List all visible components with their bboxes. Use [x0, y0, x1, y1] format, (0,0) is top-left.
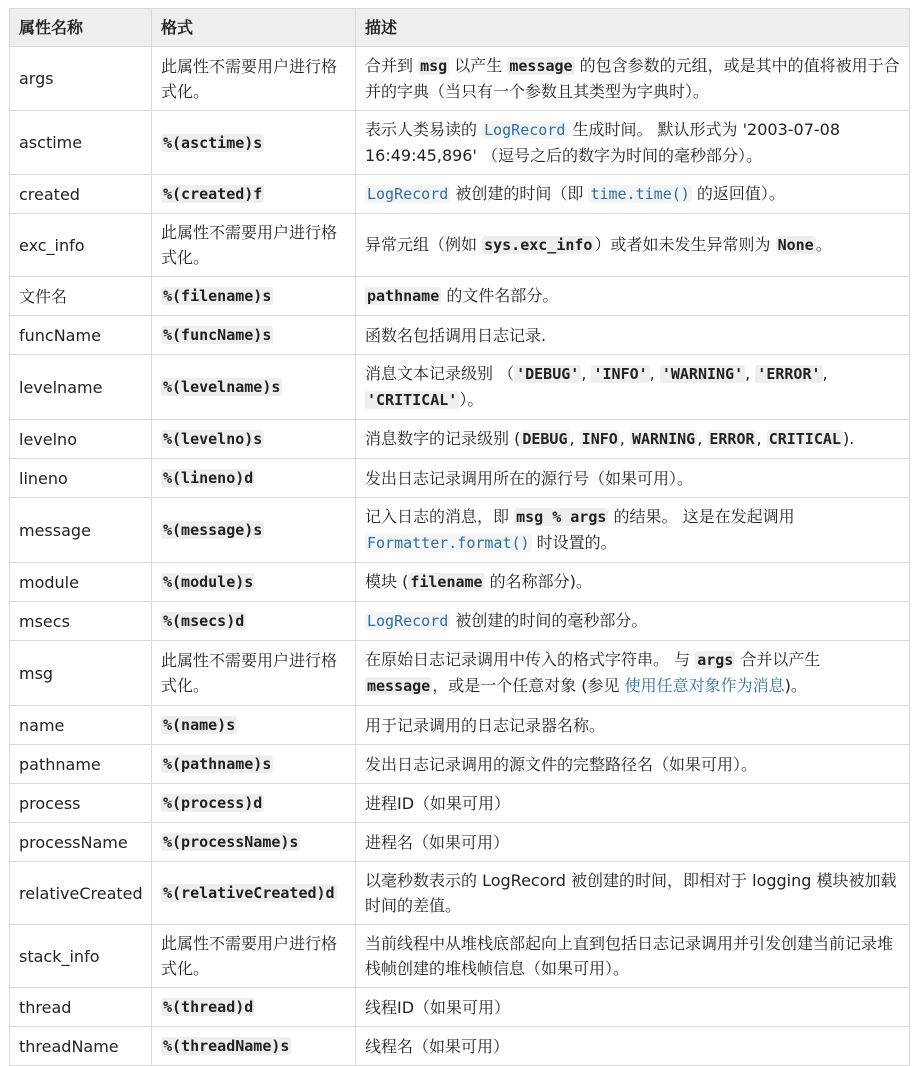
description-cell — [356, 862, 910, 925]
attribute-name-cell: created — [10, 175, 152, 214]
description-text: , — [581, 364, 592, 383]
description-cell — [356, 316, 910, 355]
description-cell — [356, 988, 910, 1027]
description-text: 进程ID（如果可用） — [365, 793, 511, 813]
inline-code: msg % args — [516, 508, 607, 526]
inline-code: WARNING — [631, 430, 696, 448]
format-cell — [152, 1027, 356, 1066]
attribute-name-cell: name — [10, 706, 152, 745]
description-cell — [356, 175, 910, 214]
code-reference-text: LogRecord — [367, 185, 449, 203]
inline-code: 'ERROR' — [757, 365, 821, 383]
attribute-name-cell: module — [10, 563, 152, 602]
table-row — [10, 563, 910, 602]
table-row — [10, 214, 910, 277]
description-text: 异常元组（例如 — [365, 235, 483, 254]
description-cell — [356, 277, 910, 316]
format-code: %(levelname)s — [163, 378, 281, 396]
description-text: 发出日志记录调用的源文件的完整路径名（如果可用）。 — [365, 754, 758, 774]
description-cell — [356, 111, 910, 175]
inline-code: message — [509, 57, 573, 75]
description-cell — [356, 602, 910, 641]
format-code: %(process)d — [163, 794, 263, 812]
inline-code: 'WARNING' — [661, 365, 744, 383]
table-row — [10, 420, 910, 459]
inline-code: CRITICAL — [768, 430, 841, 448]
description-text: 函数名包括调用日志记录. — [365, 325, 547, 345]
format-code: %(funcName)s — [163, 326, 272, 344]
description-text: , — [649, 364, 660, 383]
table-row — [10, 1027, 910, 1066]
description-text: 的文件名部分。 — [441, 286, 559, 305]
table-row — [10, 355, 910, 420]
description-cell — [356, 214, 910, 277]
table-row — [10, 823, 910, 862]
description-text: 线程名（如果可用） — [365, 1036, 510, 1056]
table-row — [10, 316, 910, 355]
table-row — [10, 784, 910, 823]
format-code: %(levelno)s — [163, 430, 263, 448]
description-cell — [356, 1027, 910, 1066]
format-code: %(filename)s — [163, 287, 272, 305]
description-cell — [356, 706, 910, 745]
description-text: 以产生 — [449, 56, 508, 75]
inline-code: DEBUG — [522, 430, 568, 448]
table-row — [10, 706, 910, 745]
inline-code: INFO — [581, 430, 618, 448]
format-code: %(name)s — [163, 716, 236, 734]
description-cell — [356, 47, 910, 111]
description-text: 表示人类易读的 — [365, 120, 483, 139]
attribute-name-cell: args — [10, 47, 152, 111]
code-reference-text: Formatter.format() — [367, 534, 530, 552]
code-reference-link[interactable] — [365, 533, 532, 552]
format-code: %(asctime)s — [163, 133, 263, 152]
format-cell — [152, 862, 356, 925]
format-cell: 此属性不需要用户进行格式化。 — [152, 641, 356, 706]
inline-code: args — [697, 651, 734, 669]
inline-code: 'DEBUG' — [516, 365, 580, 383]
format-code: %(module)s — [163, 573, 254, 591]
attribute-name-cell: threadName — [10, 1027, 152, 1066]
header-description: 描述 — [356, 9, 910, 47]
description-text: 消息文本记录级别 （ — [365, 364, 515, 383]
description-text: 当前线程中从堆栈底部起向上直到包括日志记录调用并引发创建当前记录堆栈帧创建的堆栈帧信息（如果可用）。 — [365, 934, 894, 978]
description-text: 生成时间。 默认形式为 '2003-07-08 16:49:45,896' （逗号之后的数字为时间的毫秒部分）。 — [365, 120, 841, 165]
code-reference-link[interactable] — [365, 611, 450, 630]
attribute-name-cell: exc_info — [10, 214, 152, 277]
description-text: 发出日志记录调用所在的源行号（如果可用）。 — [365, 468, 694, 488]
inline-code: message — [367, 677, 431, 695]
description-text: 。 — [815, 235, 832, 254]
inline-code: msg — [420, 57, 448, 75]
attribute-name-cell: relativeCreated — [10, 862, 152, 925]
inline-code: 'CRITICAL' — [367, 391, 458, 409]
format-code: %(lineno)d — [163, 469, 254, 487]
description-text: 合并到 — [365, 56, 419, 75]
format-code: %(pathname)s — [163, 755, 272, 773]
description-text: 合并以产生 — [735, 650, 821, 669]
inline-code: filename — [410, 573, 483, 591]
description-text: 进程名（如果可用） — [365, 832, 510, 852]
table-row — [10, 925, 910, 988]
attribute-name-cell: message — [10, 498, 152, 563]
format-code: %(thread)d — [163, 998, 254, 1016]
format-cell — [152, 355, 356, 420]
description-text: )。 — [784, 676, 807, 695]
format-code: %(relativeCreated)d — [163, 884, 335, 902]
format-cell: 此属性不需要用户进行格式化。 — [152, 214, 356, 277]
format-cell — [152, 420, 356, 459]
table-row — [10, 47, 910, 111]
table-row — [10, 498, 910, 563]
table-row — [10, 641, 910, 706]
header-attribute-name: 属性名称 — [10, 9, 152, 47]
description-text: 在原始日志记录调用中传入的格式字符串。 与 — [365, 650, 696, 669]
attribute-name-cell: lineno — [10, 459, 152, 498]
format-code: %(message)s — [163, 521, 263, 539]
format-code: %(msecs)d — [163, 612, 245, 630]
description-text: 消息数字的记录级别 ( — [365, 429, 521, 448]
attribute-name-cell: thread — [10, 988, 152, 1027]
description-text: 模块 ( — [365, 572, 409, 591]
table-row — [10, 111, 910, 175]
format-cell — [152, 745, 356, 784]
code-reference-text: LogRecord — [484, 121, 566, 139]
table-row — [10, 277, 910, 316]
format-cell — [152, 459, 356, 498]
attribute-name-cell: funcName — [10, 316, 152, 355]
description-cell — [356, 784, 910, 823]
format-cell — [152, 823, 356, 862]
format-code: %(created)f — [163, 185, 263, 203]
table-row — [10, 459, 910, 498]
description-text: 的包含参数的元组，或是其中的值将被用于合并的字典（当只有一个参数且其类型为字典时）。 — [365, 56, 900, 101]
description-text: , — [822, 364, 828, 383]
description-cell — [356, 563, 910, 602]
description-text: 的名称部分)。 — [484, 572, 592, 591]
description-text: ，或是一个任意对象 (参见 — [432, 676, 625, 695]
format-code: %(processName)s — [163, 833, 299, 851]
format-cell — [152, 563, 356, 602]
format-cell — [152, 602, 356, 641]
description-text: 被创建的时间（即 — [450, 184, 589, 203]
description-cell — [356, 498, 910, 563]
table-row — [10, 988, 910, 1027]
description-text: , — [569, 429, 580, 448]
inline-code: pathname — [367, 287, 440, 305]
inline-code: sys.exc_info — [484, 236, 593, 254]
attribute-name-cell: msecs — [10, 602, 152, 641]
description-text: , — [745, 364, 756, 383]
logrecord-attributes-table — [9, 8, 910, 1066]
code-reference-link[interactable] — [482, 120, 567, 139]
description-text: 用于记录调用的日志记录器名称。 — [365, 715, 606, 735]
inline-code: None — [777, 236, 814, 254]
format-cell — [152, 498, 356, 563]
description-text: 的结果。 这是在发起调用 — [608, 507, 795, 526]
description-cell — [356, 823, 910, 862]
description-cell — [356, 925, 910, 988]
inline-code: 'INFO' — [593, 365, 648, 383]
format-cell — [152, 706, 356, 745]
description-text: 被创建的时间的毫秒部分。 — [450, 611, 648, 630]
table-row — [10, 175, 910, 214]
format-cell — [152, 316, 356, 355]
table-row — [10, 745, 910, 784]
format-code: %(threadName)s — [163, 1037, 290, 1055]
attribute-name-cell: levelno — [10, 420, 152, 459]
attribute-name-cell: process — [10, 784, 152, 823]
attribute-name-cell: processName — [10, 823, 152, 862]
table-header-row — [10, 9, 910, 47]
format-cell — [152, 175, 356, 214]
description-text: 记入日志的消息，即 — [365, 507, 515, 526]
inline-code: ERROR — [709, 430, 755, 448]
description-text: 时设置的。 — [531, 533, 617, 552]
format-cell: 此属性不需要用户进行格式化。 — [152, 47, 356, 111]
attribute-name-cell: msg — [10, 641, 152, 706]
description-cell — [356, 745, 910, 784]
description-text: 线程ID（如果可用） — [365, 997, 511, 1017]
format-cell — [152, 277, 356, 316]
description-cell — [356, 420, 910, 459]
code-reference-text: LogRecord — [367, 612, 449, 630]
format-cell: 此属性不需要用户进行格式化。 — [152, 925, 356, 988]
attribute-name-cell: stack_info — [10, 925, 152, 988]
format-cell — [152, 111, 356, 175]
attribute-name-cell: asctime — [10, 111, 152, 175]
format-cell — [152, 784, 356, 823]
description-cell — [356, 459, 910, 498]
description-text: , — [697, 429, 708, 448]
doc-link[interactable]: 使用任意对象作为消息 — [624, 676, 785, 695]
header-format: 格式 — [152, 9, 356, 47]
table-row — [10, 862, 910, 925]
description-cell — [356, 641, 910, 706]
attribute-name-cell: pathname — [10, 745, 152, 784]
code-reference-link[interactable] — [365, 184, 450, 203]
description-cell — [356, 355, 910, 420]
description-text: , — [619, 429, 630, 448]
code-reference-text: time.time() — [590, 185, 690, 203]
description-text: , — [756, 429, 767, 448]
description-text: 的返回值）。 — [691, 184, 785, 203]
format-cell — [152, 988, 356, 1027]
description-text: ). — [842, 429, 855, 448]
code-reference-link[interactable] — [588, 184, 691, 203]
attribute-name-cell: levelname — [10, 355, 152, 420]
attribute-name-cell: 文件名 — [10, 277, 152, 316]
description-text: 以毫秒数表示的 LogRecord 被创建的时间，即相对于 logging 模块被加载时间的差值。 — [365, 871, 897, 915]
description-text: ）。 — [459, 390, 484, 409]
table-row — [10, 602, 910, 641]
description-text: ）或者如未发生异常则为 — [594, 235, 776, 254]
